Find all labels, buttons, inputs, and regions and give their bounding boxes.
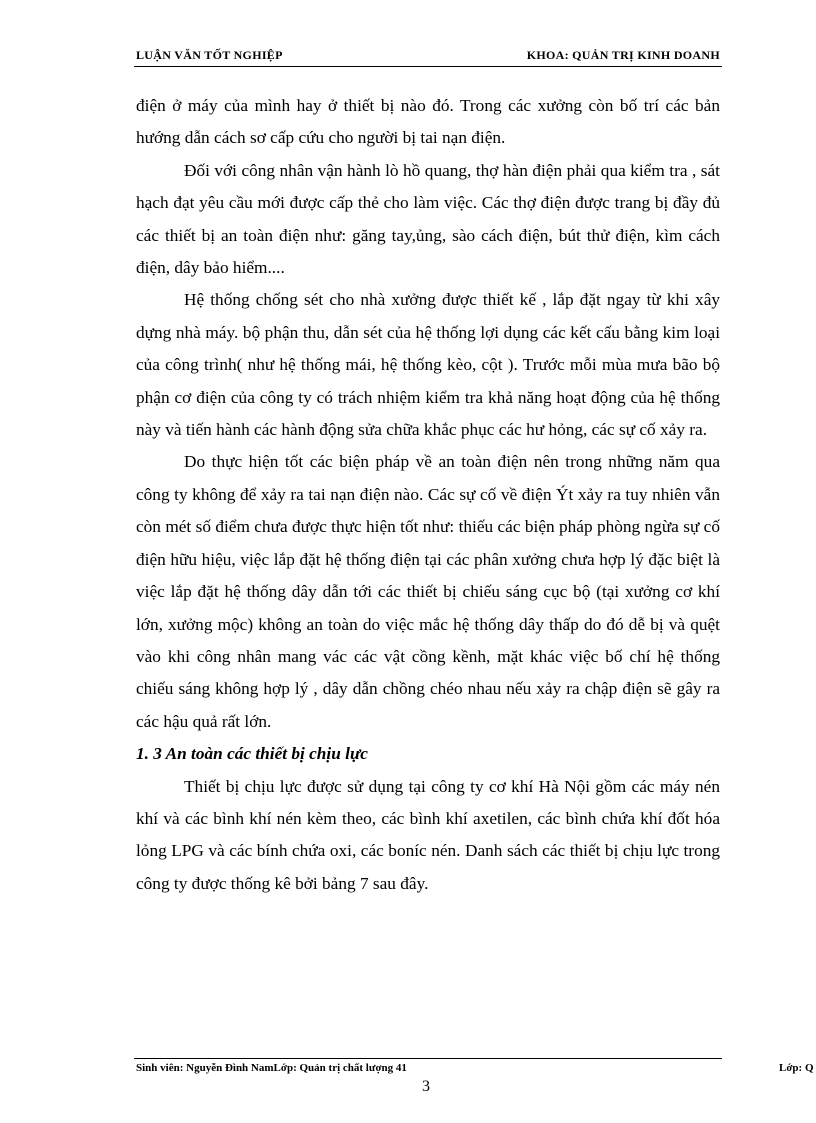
paragraph-welders: Đối với công nhân vận hành lò hồ quang, thợ hàn điện phải qua kiểm tra , sát hạch đạt yêu cầu mới được cấp thẻ cho làm việc. Các thợ điện được trang bị đầy đủ các thiết bị an toàn điện như: găng tay,ủng, sào cách điện, bút thử điện, kìm cách điện, dây bảo hiểm.... [136,160,720,278]
paragraph-continued: điện ở máy của mình hay ở thiết bị nào đó. Trong các xưởng còn bố trí các bản hướng dẫn cách sơ cấp cứu cho người bị tai nạn điện. [136,96,720,148]
footer-student: Sinh viên: Nguyễn Đình NamLớp: Quản trị chất lượng 41 [136,1062,407,1074]
header-faculty: KHOA: QUẢN TRỊ KINH DOANH [526,48,720,62]
page-number: 3 [422,1078,430,1095]
footer-divider [134,1058,722,1059]
paragraph-lightning: Hệ thống chống sét cho nhà xưởng được thiết kế , lắp đặt ngay từ khi xây dựng nhà máy. bộ phận thu, dẫn sét của hệ thống lợi dụng các kết cấu bằng kim loại của công trình( như hệ thống mái, hệ thống kèo, cột ). Trước mỗi mùa mưa bão bộ phận cơ điện của công ty có trách nhiệm kiểm tra khả năng hoạt động của hệ thống này và tiến hành các hành động sửa chữa khắc phục các hư hỏng, các sự cố xảy ra. [136,290,720,440]
document-body [136,90,720,900]
paragraph-electrical-safety: Do thực hiện tốt các biện pháp về an toàn điện nên trong những năm qua công ty không để xảy ra tai nạn điện nào. Các sự cố về điện Ýt xảy ra tuy nhiên vẫn còn mét số điểm chưa được thực hiện tốt như: thiếu các biện pháp phòng ngừa sự cố điện hữu hiệu, việc lắp đặt hệ thống điện tại các phân xưởng chưa hợp lý đặc biệt là việc lắp đặt hệ thống dây dẫn tới các thiết bị chiếu sáng cục bộ (tại xưởng cơ khí lớn, xưởng mộc) không an toàn do việc mắc hệ thống dây thấp do đó dễ bị và quệt vào khi công nhân mang vác các vật cồng kềnh, mặt khác việc bố chí hệ thống chiếu sáng không hợp lý , dây dẫn chồng chéo nhau nếu xảy ra chập điện sẽ gây ra các hậu quả rất lớn. [136,452,720,731]
section-heading: 1. 3 An toàn các thiết bị chịu lực [136,744,368,764]
footer-class: Lớp: Q [779,1062,814,1074]
paragraph-pressure-equipment: Thiết bị chịu lực được sử dụng tại công ty cơ khí Hà Nội gồm các máy nén khí và các bình khí nén kèm theo, các bình khí axetilen, các bình chứa khí đốt hóa lỏng LPG và các bính chứa oxi, các boníc nén. Danh sách các thiết bị chịu lực trong công ty được thống kê bởi bảng 7 sau đây. [136,776,720,893]
header-thesis-title: LUẬN VĂN TỐT NGHIỆP [136,48,283,62]
page-header [134,46,722,67]
